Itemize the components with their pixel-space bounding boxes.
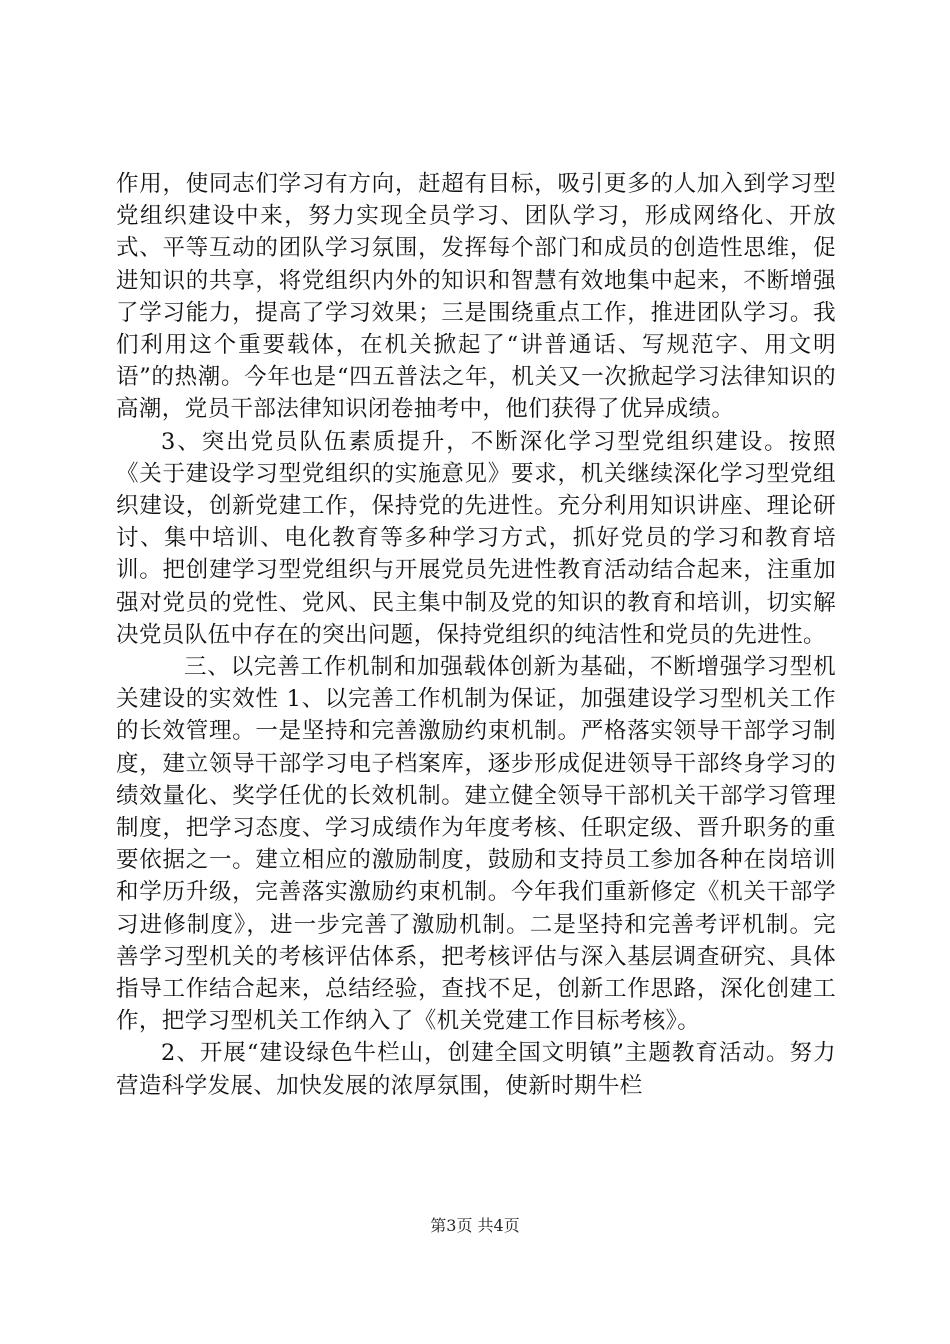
paragraph-4: 2、开展“建设绿色牛栏山，创建全国文明镇”主题教育活动。努力营造科学发展、加快发展的浓厚氛围，使新时期牛栏 [116,1040,836,1099]
paragraph-1: 作用，使同志们学习有方向，赶超有目标，吸引更多的人加入到学习型党组织建设中来，努力实现全员学习、团队学习，形成网络化、开放式、平等互动的团队学习氛围，发挥每个部门和成员的创造性思维，促进知识的共享，将党组织内外的知识和智慧有效地集中起来，不断增强了学习能力，提高了学习效果；三是围绕重点工作，推进团队学习。我们利用这个重要载体，在机关掀起了“讲普通话、写规范字、用文明语”的热潮。今年也是“四五普法之年，机关又一次掀起学习法律知识的高潮，党员干部法律知识闭卷抽考中，他们获得了优异成绩。 [116,171,836,423]
document-body [116,168,836,1102]
paragraph-3: 三、以完善工作机制和加强载体创新为基础，不断增强学习型机关建设的实效性 1、以完善工作机制为保证，加强建设学习型机关工作的长效管理。一是坚持和完善激励约束机制。严格落实领导干部学习制度，建立领导干部学习电子档案库，逐步形成促进领导干部终身学习的绩效量化、奖学任优的长效机制。建立健全领导干部机关干部学习管理制度，把学习态度、学习成绩作为年度考核、任职定级、晋升职务的重要依据之一。建立相应的激励制度，鼓励和支持员工参加各种在岗培训和学历升级，完善落实激励约束机制。今年我们重新修定《机关干部学习进修制度》，进一步完善了激励机制。二是坚持和完善考评机制。完善学习型机关的考核评估体系，把考核评估与深入基层调查研究、具体指导工作结合起来，总结经验，查找不足，创新工作思路，深化创建工作，把学习型机关工作纳入了《机关党建工作目标考核》。 [116,654,836,1035]
page-footer: 第3页 共4页 [430,1216,520,1235]
paragraph-2: 3、突出党员队伍素质提升，不断深化学习型党组织建设。按照《关于建设学习型党组织的实施意见》要求，机关继续深化学习型党组织建设，创新党建工作，保持党的先进性。充分利用知识讲座、理论研讨、集中培训、电化教育等多种学习方式，抓好党员的学习和教育培训。把创建学习型党组织与开展党员先进性教育活动结合起来，注重加强对党员的党性、党风、民主集中制及党的知识的教育和培训，切实解决党员队伍中存在的突出问题，保持党组织的纯洁性和党员的先进性。 [116,428,836,648]
